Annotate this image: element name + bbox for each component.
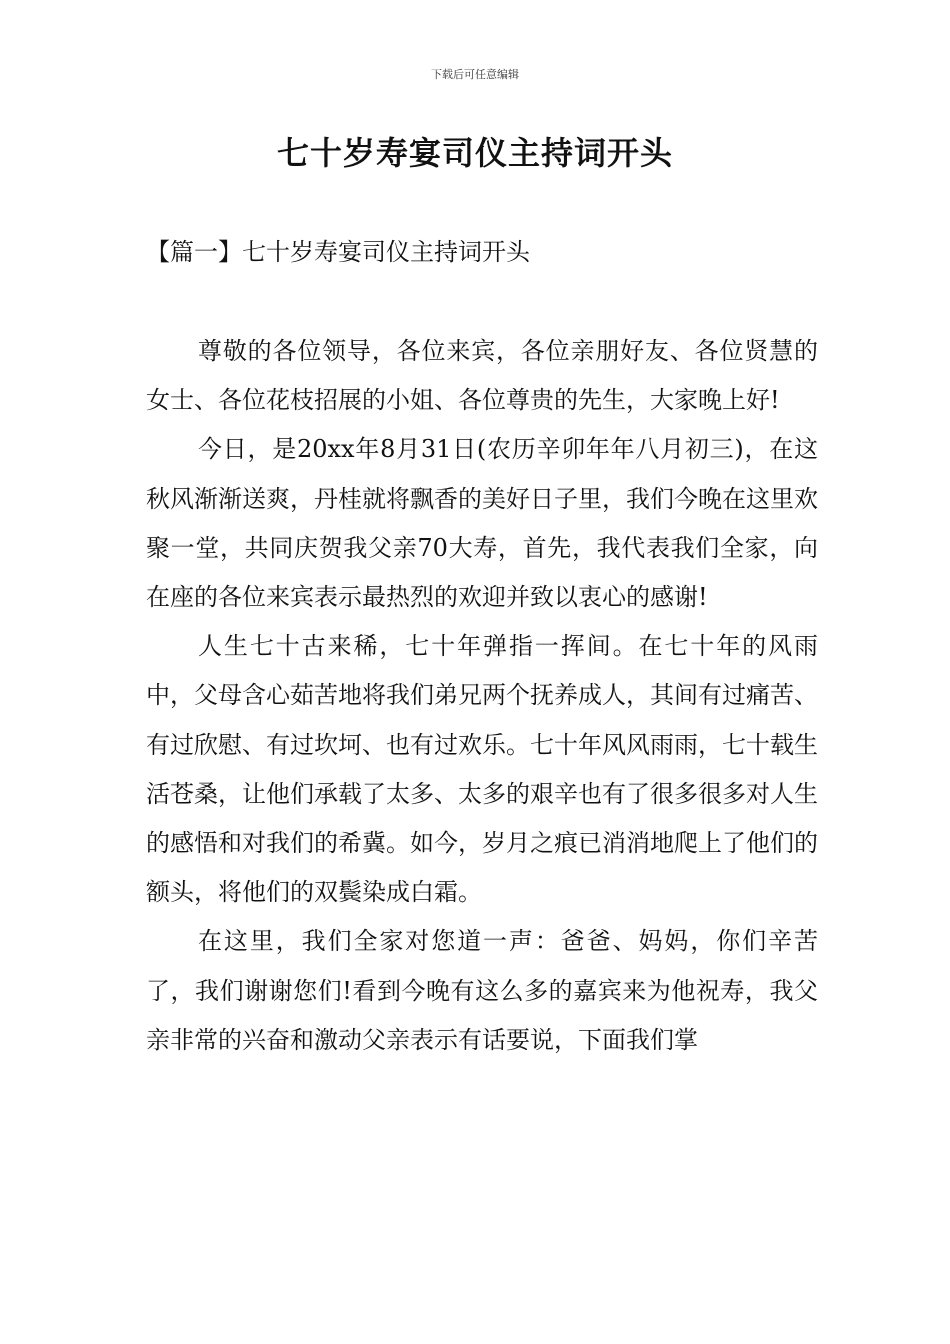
document-body [146,327,818,1065]
paragraph: 在这里，我们全家对您道一声：爸爸、妈妈，你们辛苦了，我们谢谢您们!看到今晚有这么多的嘉宾来为他祝寿，我父亲非常的兴奋和激动父亲表示有话要说，下面我们掌 [146,927,818,1054]
paragraph: 今日，是20xx年8月31日(农历辛卯年年八月初三)，在这秋风渐渐送爽，丹桂就将飘香的美好日子里，我们今晚在这里欢聚一堂，共同庆贺我父亲70大寿，首先，我代表我们全家，向在座的各位来宾表示最热烈的欢迎并致以衷心的感谢! [146,435,818,612]
header-note: 下载后可任意编辑 [431,68,519,81]
paragraph: 人生七十古来稀，七十年弹指一挥间。在七十年的风雨中，父母含心茹苦地将我们弟兄两个抚养成人，其间有过痛苦、有过欣慰、有过坎坷、也有过欢乐。七十年风风雨雨，七十载生活苍桑，让他们承载了太多、太多的艰辛也有了很多很多对人生的感悟和对我们的希冀。如今，岁月之痕已消消地爬上了他们的额头，将他们的双鬓染成白霜。 [146,632,818,907]
document-title: 七十岁寿宴司仪主持词开头 [276,134,673,172]
paragraph: 尊敬的各位领导，各位来宾，各位亲朋好友、各位贤慧的女士、各位花枝招展的小姐、各位尊贵的先生，大家晚上好! [146,337,818,415]
section-heading: 【篇一】七十岁寿宴司仪主持词开头 [146,238,530,266]
